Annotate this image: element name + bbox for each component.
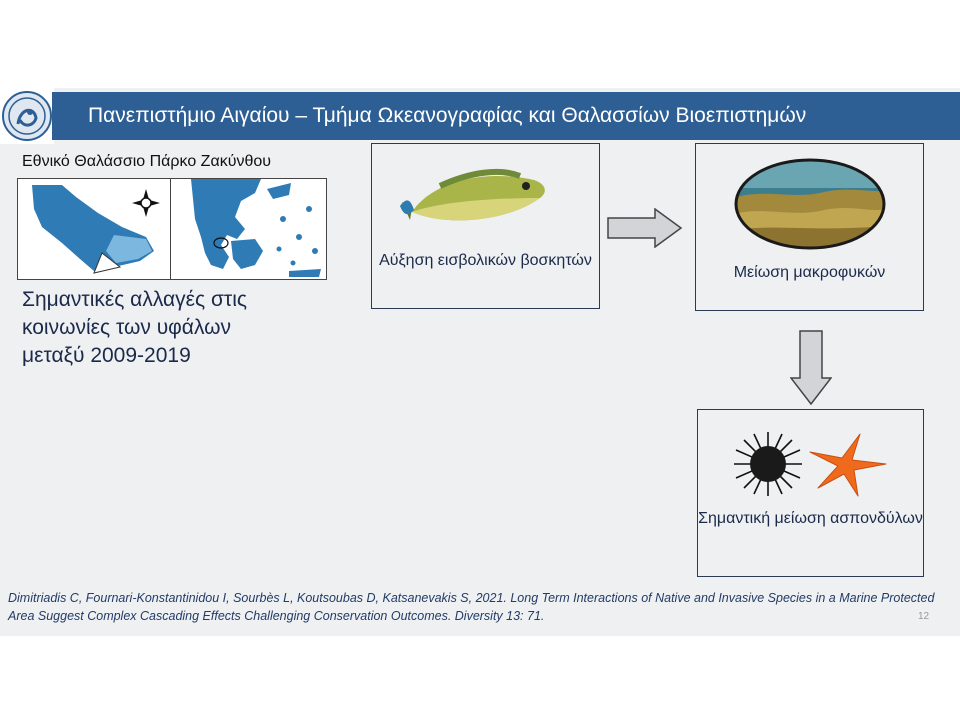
rabbitfish-icon	[400, 162, 550, 240]
zakynthos-map	[17, 178, 171, 280]
zakynthos-island-icon	[18, 179, 170, 279]
box-invertebrates-decrease	[697, 409, 924, 577]
greece-outline-icon	[171, 179, 326, 279]
header-bar	[52, 92, 960, 140]
box-macroalgae-decrease	[695, 143, 924, 311]
box-invertebrates-label: Σημαντική μείωση ασπονδύλων	[698, 510, 923, 527]
compass-icon	[132, 189, 160, 217]
header-title: Πανεπιστήμιο Αιγαίου – Τμήμα Ωκεανογραφίας και Θαλασσίων Βιοεπιστημών	[88, 104, 807, 127]
sea-urchin-icon	[732, 430, 804, 498]
university-logo-icon	[0, 88, 54, 144]
box-macroalgae-label: Μείωση μακροφυκών	[733, 264, 886, 281]
box-invasive-herbivores	[371, 143, 600, 309]
starfish-icon	[806, 432, 888, 498]
box-herbivores-label: Αύξηση εισβολικών βοσκητών	[379, 252, 592, 269]
greece-map	[170, 178, 327, 280]
park-title: Εθνικό Θαλάσσιο Πάρκο Ζακύνθου	[22, 153, 271, 170]
reef-changes-text: Σημαντικές αλλαγές στις κοινωνίες των υφάλων μεταξύ 2009-2019	[22, 288, 248, 367]
page-number: 12	[918, 611, 930, 622]
arrow-down-icon	[790, 330, 832, 406]
macroalgae-seabed-icon	[734, 158, 886, 250]
reference-citation: Dimitriadis C, Fournari-Konstantinidou I, Sourbès L, Koutsoubas D, Katsanevakis S, 2021. Long Term Interactions of Native and Invasive Species in a Marine Protected Area Suggest Complex Cascading Effects Challenging Conservation Outcomes. Diversity 13: 71.	[8, 591, 935, 623]
arrow-right-icon	[607, 208, 683, 248]
